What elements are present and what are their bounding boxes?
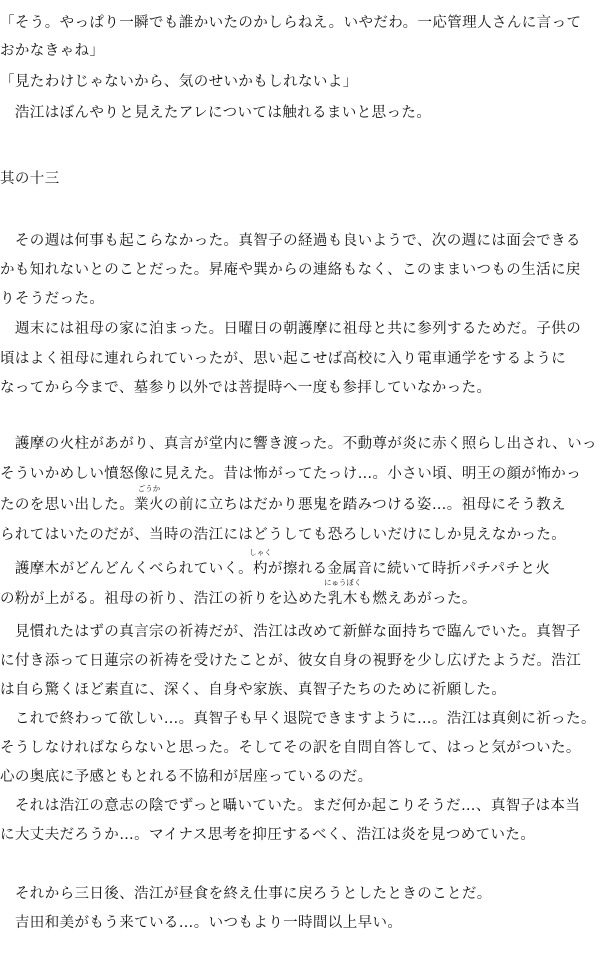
text-line: それは浩江の意志の陰でずっと囁いていた。まだ何か起こりそうだ…、真智子は本当	[0, 798, 581, 814]
text-line: その週は何事も起こらなかった。真智子の経過も良いようで、次の週には面会できる	[0, 233, 581, 249]
ruby-base	[249, 548, 272, 578]
text-line: なってから今まで、墓参り以外では菩提時へ一度も参拝していなかった。	[0, 380, 492, 396]
text-segment: の前に立ちはだかり悪鬼を踏みつける姿…。祖母にそう教え	[163, 497, 566, 513]
text-line: おかなきゃね」	[0, 43, 105, 59]
text-line: 護摩の火柱があがり、真言が堂内に響き渡った。不動尊が炎に赤く照らし出され、いっ	[0, 436, 597, 452]
ruby-base	[324, 578, 362, 608]
text-line: そうしなければならないと思った。そしてその訳を自問自答して、はっと気がついた。	[0, 740, 581, 756]
text-line: 心の奥底に予感ともとれる不協和が居座っているのだ。	[0, 769, 373, 785]
text-segment: が擦れる金属音に続いて時折パチパチと火	[267, 561, 551, 577]
text-line-with-ruby	[0, 548, 551, 578]
ruby-annotation: しゃく	[249, 548, 272, 557]
text-line: かも知れないとのことだった。昇庵や巽からの連絡もなく、このままいつもの生活に戻	[0, 262, 581, 278]
text-line: これで終わって欲しい…。真智子も早く退院できますように…。浩江は真剣に祈った。	[0, 711, 596, 727]
text-line: 頃はよく祖母に連れられていったが、思い起こせば高校に入り電車通学をするように	[0, 351, 567, 367]
text-line: それから三日後、浩江が昼食を終え仕事に戻ろうとしたときのことだ。	[0, 886, 492, 902]
ruby-base-text: 業火	[134, 497, 164, 513]
text-line: 「見たわけじゃないから、気のせいかもしれないよ」	[0, 74, 358, 90]
ruby-base	[134, 484, 164, 514]
text-segment: の粉が上がる。祖母の祈り、浩江の祈りを込めた	[0, 591, 328, 607]
text-line-with-ruby	[0, 484, 566, 514]
text-line: りそうだった。	[0, 291, 105, 307]
text-line: は自ら驚くほど素直に、深く、自身や家族、真智子たちのために祈願した。	[0, 682, 507, 698]
ruby-base-text: 杓	[253, 561, 268, 577]
text-line: 週末には祖母の家に泊まった。日曜日の朝護摩に祖母と共に参列するためだ。子供の	[0, 321, 582, 337]
text-line: に大丈夫だろうか…。マイナス思考を抑圧するべく、浩江は炎を見つめていた。	[0, 827, 536, 843]
section-heading: 其の十三	[0, 171, 60, 187]
ruby-annotation: ごうか	[137, 484, 161, 493]
text-line: 吉田和美がもう来ている…。いつもより一時間以上早い。	[0, 915, 403, 931]
ruby-annotation: にゅうぼく	[324, 578, 362, 587]
text-line: に付き添って日蓮宗の祈祷を受けたことが、彼女自身の視野を少し広げたようだ。浩江	[0, 653, 582, 669]
text-line: られてはいたのだが、当時の浩江にはどうしても恐ろしいだけにしか見えなかった。	[0, 527, 567, 543]
ruby-base-text: 乳木	[327, 591, 358, 607]
text-segment: たのを思い出した。	[0, 497, 135, 513]
text-line-with-ruby	[0, 578, 477, 608]
text-line: そういかめしい憤怒像に見えた。昔は怖がってたっけ…。小さい頃、明王の顔が怖かっ	[0, 466, 582, 482]
text-line: 浩江はぼんやりと見えたアレについては触れるまいと思った。	[0, 105, 432, 121]
text-line: 「そう。やっぱり一瞬でも誰かいたのかしらねえ。いやだわ。一応管理人さんに言って	[0, 15, 582, 31]
text-line: 見慣れたはずの真言宗の祈祷だが、浩江は改めて新鮮な面持ちで臨んでいた。真智子	[0, 624, 581, 640]
text-segment: 護摩木がどんどんくべられていく。	[0, 561, 254, 577]
text-segment: も燃えあがった。	[357, 591, 477, 607]
